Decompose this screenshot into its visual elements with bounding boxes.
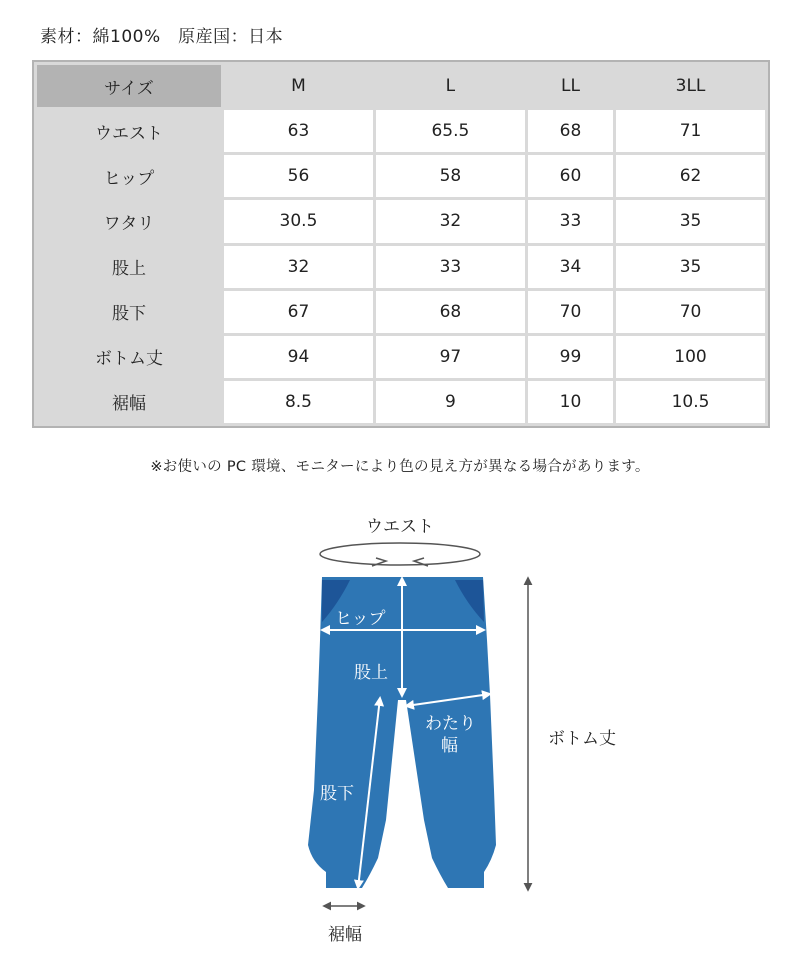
table-cell: 71	[616, 110, 765, 152]
table-cell: 58	[376, 155, 525, 197]
header-size: サイズ	[37, 65, 221, 107]
table-cell: 33	[528, 200, 613, 242]
table-cell: 32	[376, 200, 525, 242]
hem-label: 裾幅	[328, 925, 362, 945]
table-cell: 34	[528, 246, 613, 288]
waist-measure-icon	[320, 543, 480, 566]
table-row	[37, 336, 765, 378]
table-row	[37, 155, 765, 197]
table-cell: 56	[224, 155, 373, 197]
table-cell: 70	[528, 291, 613, 333]
table-cell: 10	[528, 381, 613, 423]
header-ll: LL	[528, 65, 613, 107]
table-cell: 62	[616, 155, 765, 197]
table-cell: 94	[224, 336, 373, 378]
table-cell: 97	[376, 336, 525, 378]
table-row	[37, 200, 765, 242]
material-origin-line: 素材：綿100% 原産国：日本	[40, 27, 284, 47]
table-row	[37, 110, 765, 152]
row-label: ボトム丈	[37, 336, 221, 378]
table-cell: 30.5	[224, 200, 373, 242]
length-label: ボトム丈	[548, 729, 616, 749]
row-label: ウエスト	[37, 110, 221, 152]
row-label: 裾幅	[37, 381, 221, 423]
table-cell: 68	[528, 110, 613, 152]
row-label: 股上	[37, 246, 221, 288]
table-row	[37, 291, 765, 333]
waist-label: ウエスト	[366, 517, 434, 537]
table-cell: 68	[376, 291, 525, 333]
header-m: M	[224, 65, 373, 107]
inseam-label: 股下	[320, 784, 354, 804]
size-table-header-row	[37, 65, 765, 107]
table-row	[37, 246, 765, 288]
table-cell: 63	[224, 110, 373, 152]
table-cell: 100	[616, 336, 765, 378]
table-cell: 8.5	[224, 381, 373, 423]
table-cell: 9	[376, 381, 525, 423]
table-cell: 32	[224, 246, 373, 288]
color-disclaimer-note: ※お使いの PC 環境、モニターにより色の見え方が異なる場合があります。	[150, 459, 650, 475]
row-label: ヒップ	[37, 155, 221, 197]
rise-label: 股上	[354, 663, 388, 683]
table-cell: 99	[528, 336, 613, 378]
table-cell: 35	[616, 246, 765, 288]
row-label: 股下	[37, 291, 221, 333]
header-l: L	[376, 65, 525, 107]
table-cell: 60	[528, 155, 613, 197]
table-cell: 33	[376, 246, 525, 288]
table-cell: 10.5	[616, 381, 765, 423]
thigh-label-line2: 幅	[441, 736, 458, 756]
table-cell: 70	[616, 291, 765, 333]
thigh-label-line1: わたり	[425, 714, 476, 734]
table-cell: 35	[616, 200, 765, 242]
table-cell: 67	[224, 291, 373, 333]
table-cell: 65.5	[376, 110, 525, 152]
table-row	[37, 381, 765, 423]
header-3ll: 3LL	[616, 65, 765, 107]
hip-label: ヒップ	[335, 609, 386, 629]
row-label: ワタリ	[37, 200, 221, 242]
pants-measurement-diagram	[0, 500, 800, 974]
size-table	[32, 60, 770, 428]
